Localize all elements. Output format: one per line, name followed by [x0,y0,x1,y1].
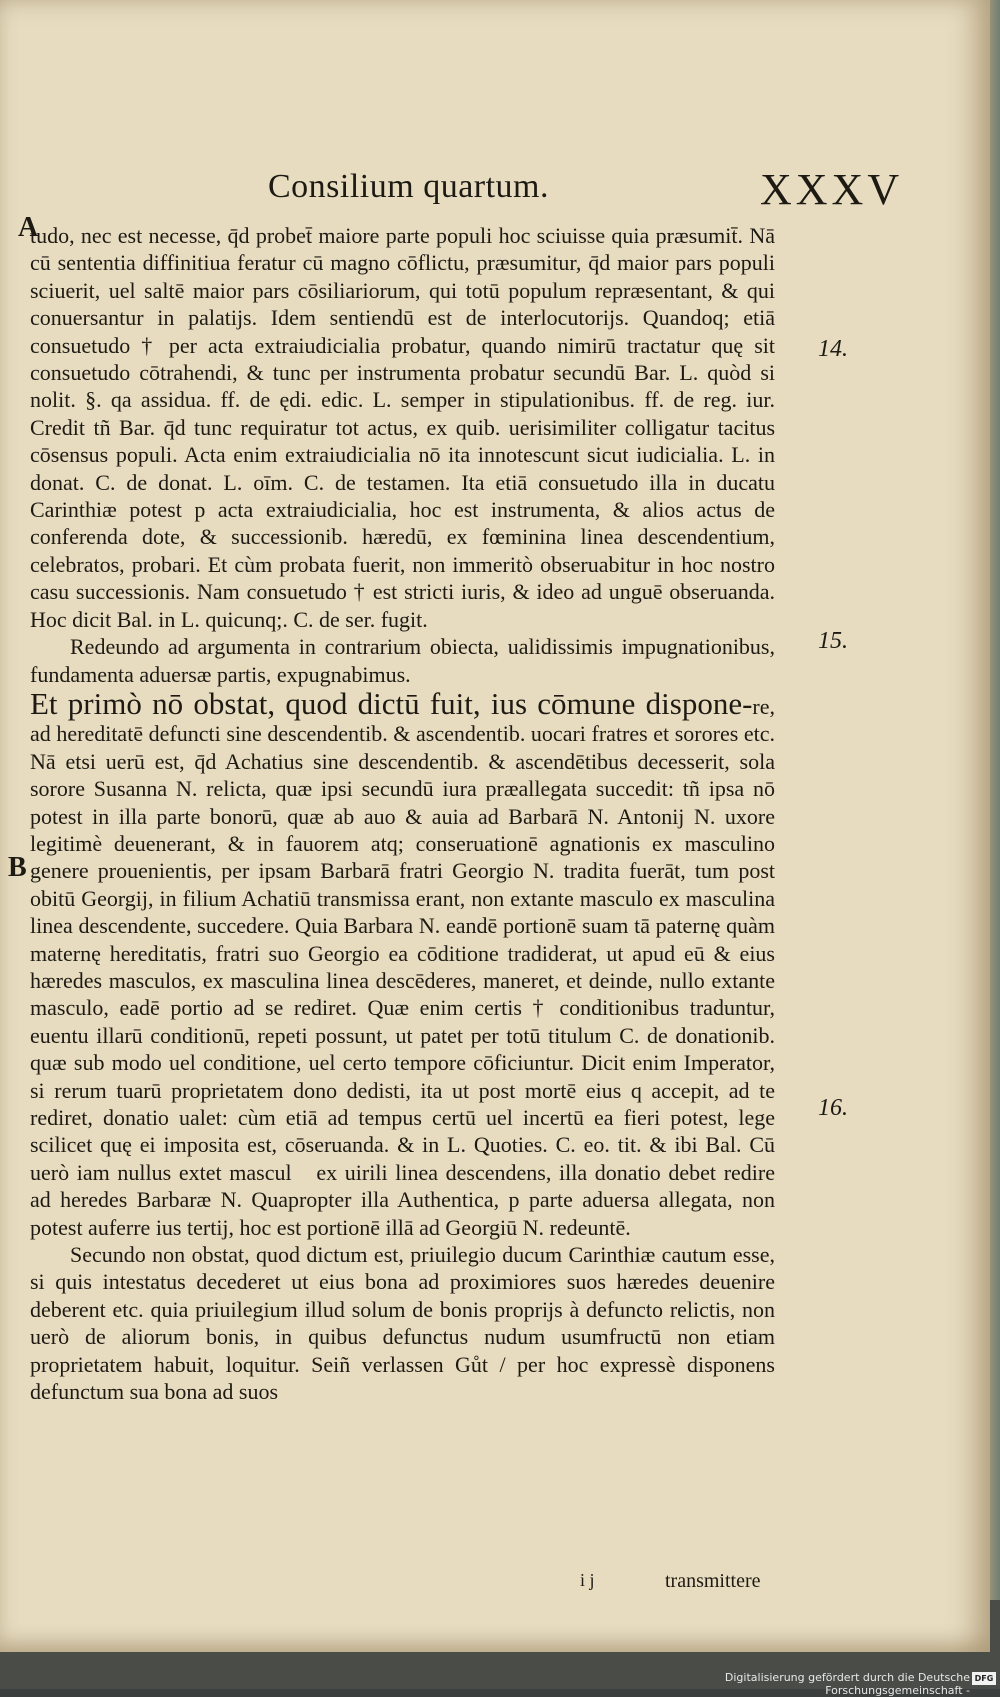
folio-number: XXXV [760,165,904,214]
catchword-row [0,1570,990,1598]
digitization-credit: Digitalisierung gefördert durch die Deutsche Forschungsgemeinschaft - [724,1671,970,1697]
margin-note-15: 15. [818,628,848,654]
dfg-logo-icon: DFG [972,1672,996,1685]
paragraph-3-opening: Et primò nō obstat, quod dictū fuit, ius cōmune dispone- [30,685,753,721]
margin-note-14: 14. [818,336,848,362]
catchword: transmittere [665,1570,761,1592]
paragraph-3 [30,685,775,1241]
signature-mark: i j [580,1570,595,1590]
paragraph-2: Redeundo ad argumenta in contrarium obiecta, ualidissimis impugnationibus, fundamenta aduersæ partis, expugnabimus. [30,634,775,687]
margin-note-16: 16. [818,1095,848,1121]
section-mark-a: A [18,212,39,243]
body-text [30,222,775,1405]
section-mark-b: B [8,852,27,883]
page-header [0,165,990,218]
paragraph-1: tudo, nec est necesse, q̄d probet̄ maiore parte populi hoc sciuisse quia præsumit̄. Nā cū sententia diffinitiua feratur cū magno cōflictu, præsumitur, q̄d maior pars populi sciuerit, uel saltē maior pars cōsiliariorum, qui totū populum repræsentant, & qui conuersantur in palatijs. Idem sentiendū est de interlocutorijs. Quandoq; etiā consuetudo † per acta extraiudicialia probatur, quando nimirū tractatur quę sit consuetudo cōtrahendi, & tunc per instrumenta probatur secundū Bar. L. quòd si nolit. §. qa assidua. ff. de ędi. edic. L. semper in stipulationibus. ff. de reg. iur. Credit tñ Bar. q̄d tunc requiratur tot actus, ex quib. uerisimiliter colligatur tacitus cōsensus populi. Acta enim extraiudicialia nō ita innotescunt sicut iudicialia. L. in donat. C. de donat. L. oīm. C. de testamen. Ita etiā consuetudo illa in ducatu Carinthiæ potest p acta extraiudicialia, hoc est instrumenta, & alios actus de conferenda dote, & successionib. hæredū, ex fœminina linea descendentium, celebratos, probari. Et cùm probata fuerit, non immeritò obseruabitur in hoc nostro casu successionis. Nam consuetudo † est stricti iuris, & ideo ad unguē obseruanda. Hoc dicit Bal. in L. quicunq;. C. de ser. fugit. [30,223,775,632]
running-title: Consilium quartum. [268,168,549,205]
paragraph-3-body: re, ad hereditatē defuncti sine descendentib. & ascendentib. uocari fratres et sorores etc. Nā etsi uerū est, q̄d Achatius sine descendentib. & ascendētibus decesserit, sola sorore Susanna N. relicta, quæ ipsi secundū iura præallegata succedit: tñ ipsa nō potest in illa parte bonorū, quæ ab auo & auia ad Barbarā N. Antonij N. uxore legitimè deuenerant, & in fauorem atq; conseruationē agnationis ex masculino genere prouenientis, per ipsam Barbarā fratri Georgio N. tradita fuerāt, tum post obitū Georgij, in filium Achatiū transmissa erant, non extante masculo ex masculina linea descendente, succedere. Quia Barbara N. eandē portionē suam tā paternę quàm maternę hereditatis, fratri suo Georgio ea cōditione tradiderat, ut apud eū & eius hæredes masculos, ex masculina linea descēderes, maneret, et deinde, nullo extante masculo, eadē portio ad se rediret. Quæ enim certis † conditionibus traduntur, euentu illarū conditionū, repeti possunt, ut patet per totū titulum C. de donationib. quæ sub modo uel conditione, uel certo tempore cōficiuntur. Dicit enim Imperator, si rerum tuarū proprietatem dono dedisti, ita ut post mortē eius q accepit, ad te rediret, donatio ualet: cùm etiā ad tempus certū uel incertū ea fieri potest, lege scilicet quę ei imposita est, cōseruanda. & in L. Quoties. C. eo. tit. & ibi Bal. Cū uerò iam nullus extet mascul᷒ ex uirili linea descendens, illa donatio debet redire ad heredes Barbaræ N. Quapropter illa Authentica, p parte aduersa allegata, non potest auferre ius tertij, hoc est portionē illā ad Georgiū N. redeuntē. [30,693,775,1240]
paragraph-4: Secundo non obstat, quod dictum est, priuilegio ducum Carinthiæ cautum esse, si quis intestatus decederet ut eius bona ad proximiores suos hæredes deuenire deberent etc. quia priuilegium illud solum de bonis proprijs à defuncto relictis, non uerò de aliorum bonis, in quibus defunctus nudum usumfructū non etiam proprietatem habuit, loquitur. Seiñ verlassen Gůt / per hoc expressè disponens defunctum sua bona ad suos [30,1242,775,1405]
